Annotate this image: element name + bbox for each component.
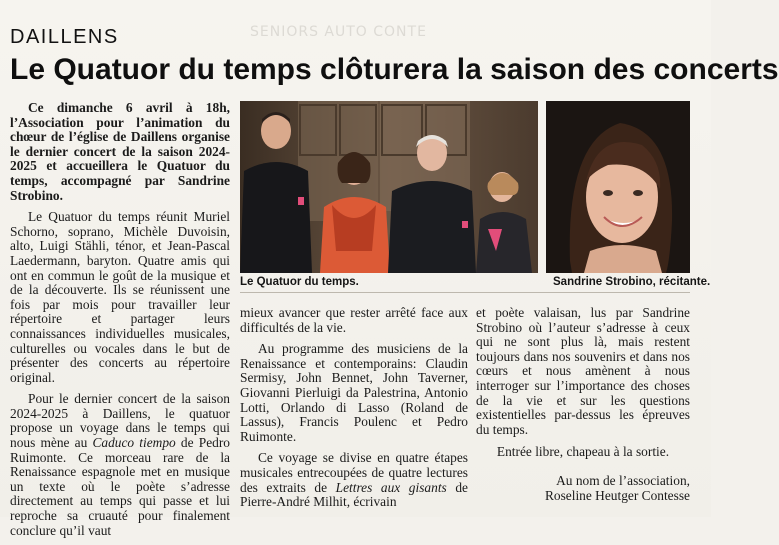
signature-line: Au nom de l’association, bbox=[556, 472, 690, 488]
quartet-photo bbox=[240, 101, 538, 273]
body-paragraph bbox=[10, 392, 230, 538]
reciter-photo-illustration bbox=[546, 101, 690, 273]
body-paragraph: Le Quatuor du temps réunit Muriel Schorno, soprano, Michèle Duvoisin, alto, Luigi Stähli, ténor, et Jean-Pascal Laedermann, baryton. Quatre amis qui ont en commun le goût de la musique et de la découverte. Ils se réunissent une fois par mois pour travailler leur répertoire et partager leurs connaissances individuelles musicales, culturelles ou vocales dans le but de présenter des concerts au répertoire original. bbox=[10, 209, 230, 385]
body-paragraph: mieux avancer que rester arrêté face aux difficultés de la vie. bbox=[240, 305, 468, 335]
bleed-through-text: SENIORS AUTO CONTE bbox=[250, 24, 427, 40]
text-run: de Pierre-André Milhit, écrivain bbox=[240, 479, 468, 510]
italic-title: Caduco tiempo bbox=[92, 435, 176, 451]
body-paragraph bbox=[240, 451, 468, 509]
section-rubric: DAILLENS bbox=[10, 26, 119, 48]
body-paragraph: Au programme des musiciens de la Renaissance et contemporains: Claudin Sermisy, John Bennet, John Taverner, Giovanni Pierluigi da Palestrina, Antonio Lotti, Orlando di Lasso (Roland de Lassus), Francis Poulenc et Pedro Ruimonte. bbox=[240, 341, 468, 444]
body-paragraph: et poète valaisan, lus par Sandrine Strobino où l’auteur s’adresse à ceux qui ne sont plus là, mais restent toujours dans nos souvenirs et dans nos cœurs et nous amènent à nous interroger sur l’importance des choses de la vie et sur les questions existentielles par-dessus les épreuves du temps. bbox=[476, 305, 690, 437]
divider bbox=[240, 292, 690, 293]
admission-note: Entrée libre, chapeau à la sortie. bbox=[496, 444, 670, 460]
text-run: Ce voyage se divise en quatre étapes musicales entrecoupées de quatre lectures des extraits de bbox=[240, 450, 468, 495]
column-2 bbox=[240, 306, 468, 517]
text-run: de Pedro Ruimonte. Ce morceau rare de la Renaissance espagnole met en musique un texte où le poète s’adresse directement au temps qui passe et lui reproche sa cruauté pour finalement conclure qu’il vaut bbox=[10, 435, 230, 538]
quartet-photo-illustration bbox=[240, 101, 538, 273]
column-1 bbox=[10, 101, 230, 545]
reciter-photo bbox=[546, 101, 690, 273]
reciter-caption: Sandrine Strobino, récitante. bbox=[553, 276, 711, 288]
article-headline: Le Quatuor du temps clôturera la saison des concerts bbox=[10, 53, 779, 86]
text-run: Pour le dernier concert de la saison 2024-2025 à Daillens, le quatuor propose un voyage dans le temps qui nous mène au bbox=[10, 391, 230, 451]
quartet-caption: Le Quatuor du temps. bbox=[240, 276, 359, 288]
signature-name: Roseline Heutger Contesse bbox=[544, 487, 690, 503]
lead-paragraph: Ce dimanche 6 avril à 18h, l’Association pour l’animation du chœur de l’église de Daillens organise le dernier concert de la saison 2024-2025 et accueillera le Quatuor du temps, accompagné par Sandrine Strobino. bbox=[10, 100, 230, 203]
italic-title: Lettres aux gisants bbox=[335, 479, 447, 495]
column-3 bbox=[476, 306, 690, 503]
